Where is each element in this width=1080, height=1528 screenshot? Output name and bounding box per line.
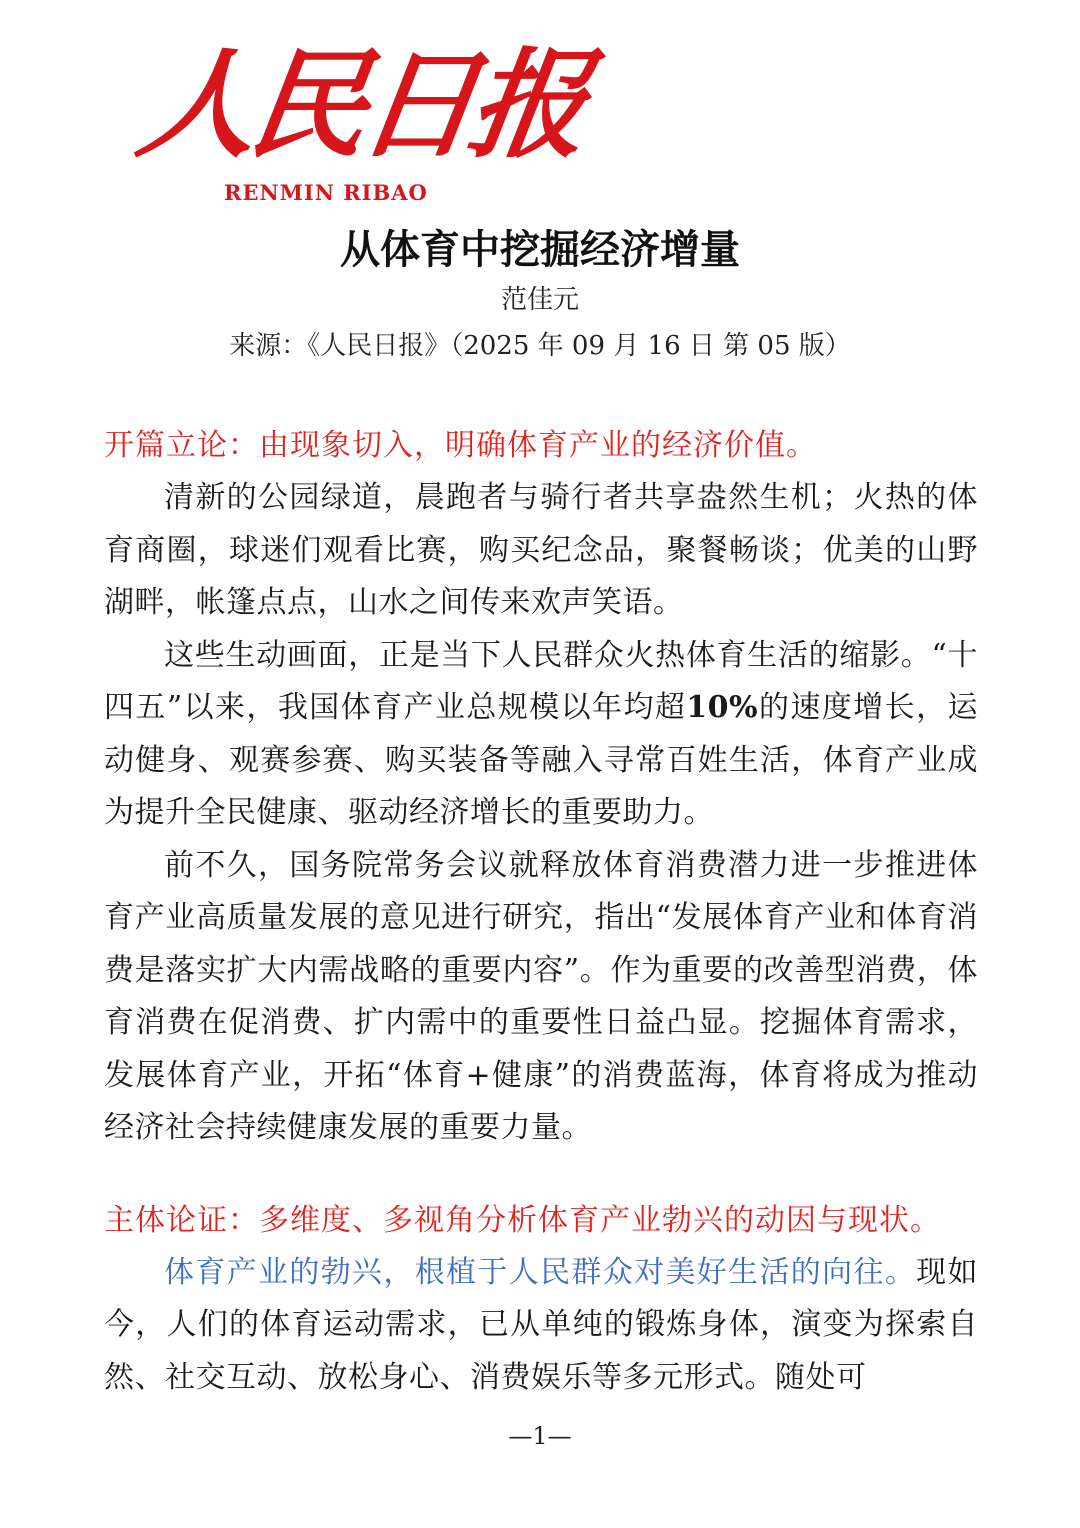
article-body xyxy=(104,420,978,1404)
article-title: 从体育中挖掘经济增量 xyxy=(340,226,740,273)
growth-rate-figure: 10% xyxy=(686,690,759,725)
paragraph-2-part-a: 这些生动画面，正是当下人民群众火热体育生活的缩影。“十四五”以来，我国体育产业总规模以年均超 xyxy=(104,637,978,725)
paragraph-3: 前不久，国务院常务会议就释放体育消费潜力进一步推进体育产业高质量发展的意见进行研究，指出“发展体育产业和体育消费是落实扩大内需战略的重要内容”。作为重要的改善型消费，体育消费在促消费、扩内需中的重要性日益凸显。挖掘体育需求，发展体育产业，开拓“体育+健康”的消费蓝海，体育将成为推动经济社会持续健康发展的重要力量。 xyxy=(104,847,978,1145)
highlighted-thesis: 体育产业的勃兴，根植于人民群众对美好生活的向往。 xyxy=(164,1254,917,1290)
section-heading-intro: 开篇立论：由现象切入，明确体育产业的经济价值。 xyxy=(104,428,817,463)
newspaper-logo-subtitle: RENMIN RIBAO xyxy=(224,180,428,205)
masthead xyxy=(130,35,590,210)
section-spacer xyxy=(104,1155,978,1195)
paragraph-4-rest: 现如今，人们的体育运动需求，已从单纯的锻炼身体，演变为探索自然、社交互动、放松身心、消费娱乐等多元形式。随处可 xyxy=(104,1254,979,1395)
page-number: —1— xyxy=(508,1422,572,1450)
paragraph-2 xyxy=(104,630,978,840)
article-author: 范佳元 xyxy=(500,285,579,315)
newspaper-logo: 人民日报 xyxy=(130,35,590,174)
paragraph-4 xyxy=(104,1247,978,1405)
paragraph-1: 清新的公园绿道，晨跑者与骑行者共享盎然生机；火热的体育商圈，球迷们观看比赛，购买纪念品，聚餐畅谈；优美的山野湖畔，帐篷点点，山水之间传来欢声笑语。 xyxy=(104,480,978,620)
article-source: 来源：《人民日报》（2025 年 09 月 16 日 第 05 版） xyxy=(229,331,851,361)
section-heading-body: 主体论证：多维度、多视角分析体育产业勃兴的动因与现状。 xyxy=(104,1202,941,1238)
paragraph-2-part-b: 的速度增长，运动健身、观赛参赛、购买装备等融入寻常百姓生活，体育产业成为提升全民健康、驱动经济增长的重要助力。 xyxy=(104,690,978,830)
